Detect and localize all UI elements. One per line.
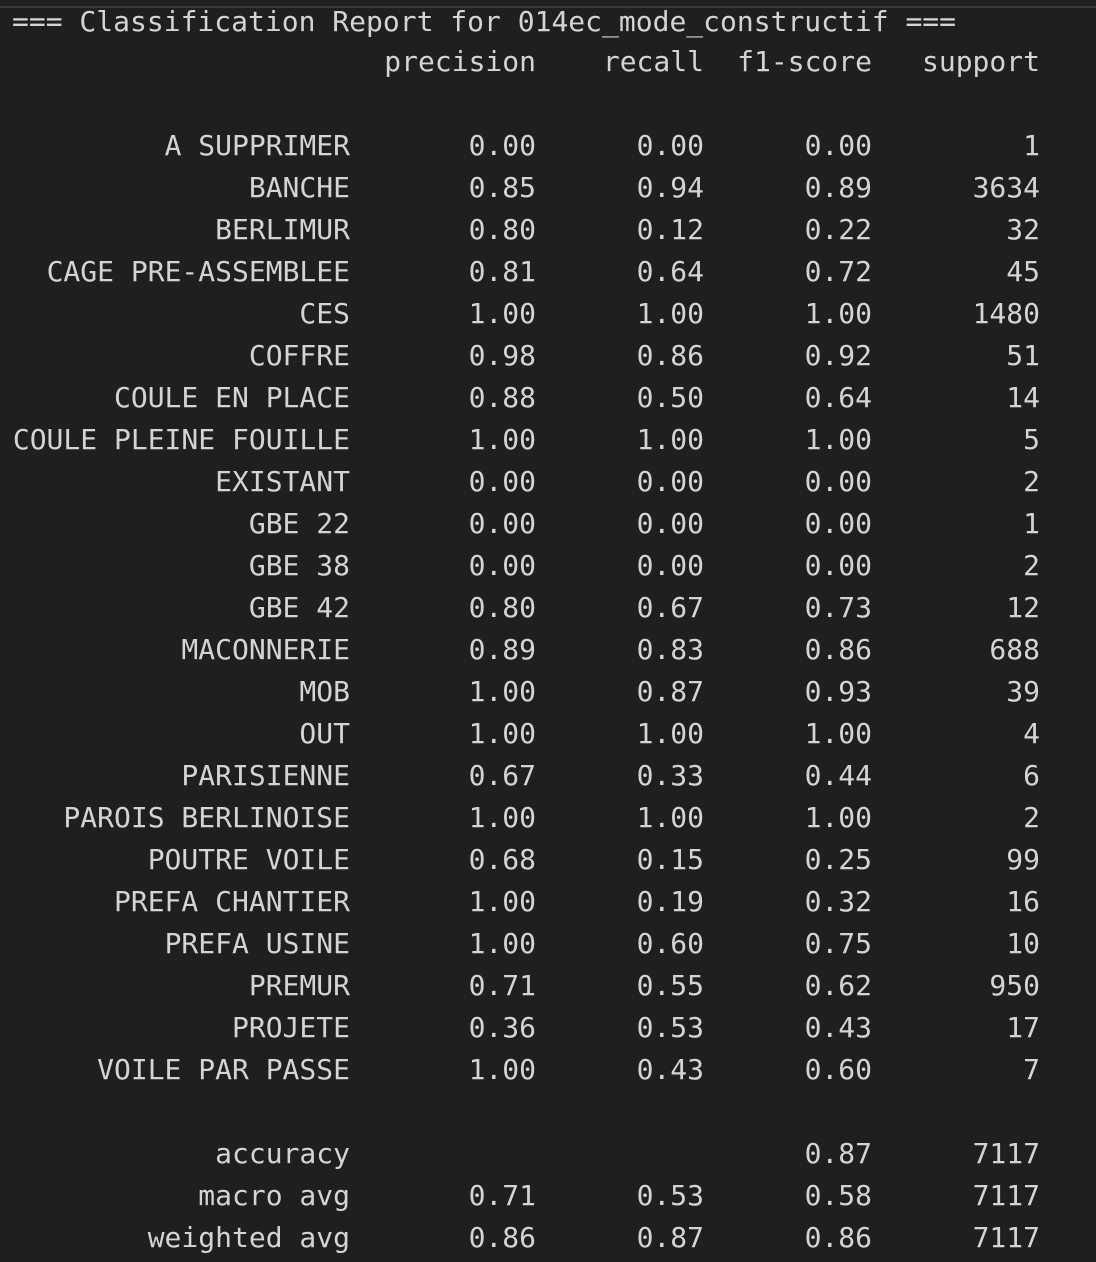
class-row <box>0 924 1096 964</box>
row-label: PREFA USINE <box>164 927 350 960</box>
f1-score-value: 0.87 <box>804 1137 872 1170</box>
precision-value: 0.80 <box>468 591 536 624</box>
precision-value: 0.00 <box>468 507 536 540</box>
recall-value: 1.00 <box>636 423 704 456</box>
recall-value: 0.19 <box>636 885 704 918</box>
precision-value: 0.71 <box>468 1179 536 1212</box>
precision-value: 0.68 <box>468 843 536 876</box>
precision-value: 0.81 <box>468 255 536 288</box>
support-value: 2 <box>1023 465 1040 498</box>
precision-value: 0.98 <box>468 339 536 372</box>
row-label: COFFRE <box>248 339 350 372</box>
row-label: MOB <box>299 675 350 708</box>
recall-value: 0.86 <box>636 339 704 372</box>
precision-header: precision <box>384 45 536 78</box>
row-label: A SUPPRIMER <box>164 129 350 162</box>
recall-value: 0.83 <box>636 633 704 666</box>
precision-value: 1.00 <box>468 801 536 834</box>
support-value: 1480 <box>972 297 1040 330</box>
precision-value: 0.00 <box>468 129 536 162</box>
support-value: 51 <box>1006 339 1040 372</box>
precision-value: 0.67 <box>468 759 536 792</box>
recall-value: 0.00 <box>636 549 704 582</box>
row-label: PROJETE <box>231 1011 350 1044</box>
support-value: 7117 <box>972 1137 1040 1170</box>
class-row <box>0 630 1096 670</box>
recall-value: 0.53 <box>636 1179 704 1212</box>
f1-score-value: 0.93 <box>804 675 872 708</box>
f1-score-value: 0.25 <box>804 843 872 876</box>
f1-score-value: 0.60 <box>804 1053 872 1086</box>
row-label: accuracy <box>215 1137 350 1170</box>
row-label: CES <box>299 297 350 330</box>
class-row <box>0 714 1096 754</box>
class-row <box>0 798 1096 838</box>
f1-score-value: 1.00 <box>804 423 872 456</box>
header-row <box>0 42 1096 82</box>
class-row <box>0 252 1096 292</box>
row-label: GBE 38 <box>248 549 350 582</box>
class-row <box>0 882 1096 922</box>
recall-value: 0.12 <box>636 213 704 246</box>
row-label: PREMUR <box>248 969 350 1002</box>
support-value: 39 <box>1006 675 1040 708</box>
class-row <box>0 126 1096 166</box>
recall-value: 0.60 <box>636 927 704 960</box>
row-label: PAROIS BERLINOISE <box>63 801 350 834</box>
summary-row <box>0 1218 1096 1258</box>
report-title: === Classification Report for 014ec_mode_constructif === <box>12 5 957 38</box>
recall-value: 1.00 <box>636 801 704 834</box>
recall-value: 0.94 <box>636 171 704 204</box>
recall-value: 0.15 <box>636 843 704 876</box>
support-value: 2 <box>1023 549 1040 582</box>
row-label: PARISIENNE <box>181 759 350 792</box>
row-label: GBE 42 <box>248 591 350 624</box>
recall-value: 0.00 <box>636 129 704 162</box>
row-label: POUTRE VOILE <box>147 843 350 876</box>
class-row <box>0 504 1096 544</box>
class-row <box>0 210 1096 250</box>
f1-score-value: 0.72 <box>804 255 872 288</box>
support-value: 6 <box>1023 759 1040 792</box>
support-header: support <box>921 45 1040 78</box>
support-value: 2 <box>1023 801 1040 834</box>
row-label: PREFA CHANTIER <box>113 885 350 918</box>
support-value: 950 <box>989 969 1040 1002</box>
precision-value: 1.00 <box>468 927 536 960</box>
precision-value: 0.00 <box>468 549 536 582</box>
precision-value: 0.36 <box>468 1011 536 1044</box>
support-value: 1 <box>1023 129 1040 162</box>
class-row <box>0 546 1096 586</box>
precision-value: 0.00 <box>468 465 536 498</box>
precision-value: 1.00 <box>468 1053 536 1086</box>
f1-score-value: 0.92 <box>804 339 872 372</box>
row-label: VOILE PAR PASSE <box>97 1053 350 1086</box>
f1-score-value: 0.86 <box>804 1221 872 1254</box>
recall-value: 0.33 <box>636 759 704 792</box>
recall-header: recall <box>602 45 704 78</box>
support-value: 45 <box>1006 255 1040 288</box>
recall-value: 0.00 <box>636 507 704 540</box>
row-label: EXISTANT <box>215 465 350 498</box>
support-value: 688 <box>989 633 1040 666</box>
f1-score-value: 0.64 <box>804 381 872 414</box>
f1-score-value: 0.58 <box>804 1179 872 1212</box>
precision-value: 1.00 <box>468 423 536 456</box>
class-row <box>0 966 1096 1006</box>
class-row <box>0 420 1096 460</box>
support-value: 12 <box>1006 591 1040 624</box>
recall-value: 0.64 <box>636 255 704 288</box>
support-value: 5 <box>1023 423 1040 456</box>
support-value: 17 <box>1006 1011 1040 1044</box>
row-label: BERLIMUR <box>215 213 350 246</box>
summary-row <box>0 1176 1096 1216</box>
recall-value: 0.55 <box>636 969 704 1002</box>
precision-value: 0.89 <box>468 633 536 666</box>
f1-score-value: 0.00 <box>804 549 872 582</box>
f1-score-value: 1.00 <box>804 297 872 330</box>
recall-value: 1.00 <box>636 717 704 750</box>
class-row <box>0 294 1096 334</box>
summary-row <box>0 1134 1096 1174</box>
class-row <box>0 588 1096 628</box>
f1-score-value: 0.00 <box>804 507 872 540</box>
f1-score-value: 1.00 <box>804 801 872 834</box>
precision-value: 0.85 <box>468 171 536 204</box>
f1-score-value: 0.22 <box>804 213 872 246</box>
precision-value: 0.86 <box>468 1221 536 1254</box>
class-row <box>0 378 1096 418</box>
recall-value: 0.50 <box>636 381 704 414</box>
precision-value: 0.71 <box>468 969 536 1002</box>
row-label: COULE EN PLACE <box>113 381 350 414</box>
f1-score-value: 0.89 <box>804 171 872 204</box>
precision-value: 0.88 <box>468 381 536 414</box>
precision-value: 1.00 <box>468 297 536 330</box>
row-label: OUT <box>299 717 350 750</box>
f1-score-header: f1-score <box>737 45 872 78</box>
support-value: 7117 <box>972 1221 1040 1254</box>
precision-value: 1.00 <box>468 717 536 750</box>
support-value: 32 <box>1006 213 1040 246</box>
row-label: COULE PLEINE FOUILLE <box>12 423 350 456</box>
f1-score-value: 0.00 <box>804 129 872 162</box>
recall-value: 0.67 <box>636 591 704 624</box>
row-label: macro avg <box>198 1179 350 1212</box>
precision-value: 0.80 <box>468 213 536 246</box>
f1-score-value: 0.86 <box>804 633 872 666</box>
class-row <box>0 1008 1096 1048</box>
class-row <box>0 336 1096 376</box>
row-label: GBE 22 <box>248 507 350 540</box>
class-row <box>0 462 1096 502</box>
recall-value: 0.00 <box>636 465 704 498</box>
support-value: 3634 <box>972 171 1040 204</box>
support-value: 7117 <box>972 1179 1040 1212</box>
row-label: weighted avg <box>147 1221 350 1254</box>
support-value: 4 <box>1023 717 1040 750</box>
recall-value: 0.53 <box>636 1011 704 1044</box>
f1-score-value: 0.00 <box>804 465 872 498</box>
class-row <box>0 168 1096 208</box>
f1-score-value: 0.75 <box>804 927 872 960</box>
row-label: BANCHE <box>248 171 350 204</box>
support-value: 7 <box>1023 1053 1040 1086</box>
precision-value: 1.00 <box>468 675 536 708</box>
f1-score-value: 0.43 <box>804 1011 872 1044</box>
f1-score-value: 0.32 <box>804 885 872 918</box>
recall-value: 1.00 <box>636 297 704 330</box>
recall-value: 0.87 <box>636 1221 704 1254</box>
support-value: 10 <box>1006 927 1040 960</box>
support-value: 99 <box>1006 843 1040 876</box>
class-row <box>0 840 1096 880</box>
recall-value: 0.43 <box>636 1053 704 1086</box>
class-row <box>0 672 1096 712</box>
recall-value: 0.87 <box>636 675 704 708</box>
support-value: 14 <box>1006 381 1040 414</box>
row-label: MACONNERIE <box>181 633 350 666</box>
f1-score-value: 1.00 <box>804 717 872 750</box>
f1-score-value: 0.62 <box>804 969 872 1002</box>
support-value: 16 <box>1006 885 1040 918</box>
support-value: 1 <box>1023 507 1040 540</box>
class-row <box>0 756 1096 796</box>
precision-value: 1.00 <box>468 885 536 918</box>
class-row <box>0 1050 1096 1090</box>
f1-score-value: 0.73 <box>804 591 872 624</box>
f1-score-value: 0.44 <box>804 759 872 792</box>
row-label: CAGE PRE-ASSEMBLEE <box>46 255 350 288</box>
